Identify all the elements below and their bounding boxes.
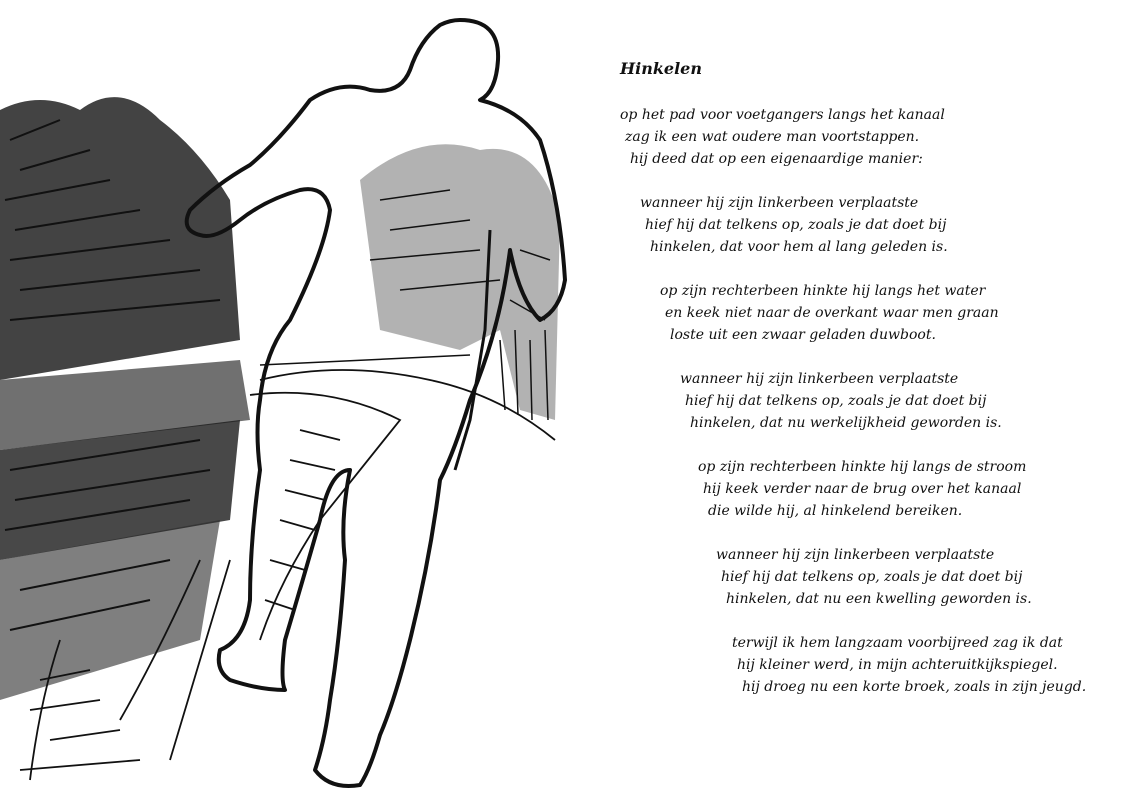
poem-line: hij kleiner werd, in mijn achteruitkijkspiegel.: [737, 657, 1058, 673]
stanza-3: [620, 280, 1120, 346]
poem-line: wanneer hij zijn linkerbeen verplaatste: [640, 195, 919, 211]
poem-line: hinkelen, dat voor hem al lang geleden is.: [650, 239, 948, 255]
poem-line: hief hij dat telkens op, zoals je dat doet bij: [721, 569, 1023, 585]
poem-line: wanneer hij zijn linkerbeen verplaatste: [680, 371, 959, 387]
poem-line: en keek niet naar de overkant waar men graan: [665, 305, 999, 321]
stanza-1: [620, 104, 1120, 170]
poem-line: loste uit een zwaar geladen duwboot.: [670, 327, 936, 343]
poem-line: hief hij dat telkens op, zoals je dat doet bij: [685, 393, 987, 409]
stanza-4: [620, 368, 1120, 434]
stanza-7: [620, 632, 1120, 698]
poem-line: op zijn rechterbeen hinkte hij langs het water: [660, 283, 986, 299]
poem-line: hinkelen, dat nu een kwelling geworden is.: [726, 591, 1032, 607]
poem-line: hinkelen, dat nu werkelijkheid geworden is.: [690, 415, 1002, 431]
poem: [620, 58, 1120, 720]
poem-line: op zijn rechterbeen hinkte hij langs de stroom: [698, 459, 1027, 475]
horizon-line: [260, 355, 470, 365]
stanza-6: [620, 544, 1120, 610]
poem-line: die wilde hij, al hinkelend bereiken.: [708, 503, 963, 519]
stanza-2: [620, 192, 1120, 258]
poem-line: op het pad voor voetgangers langs het kanaal: [620, 107, 945, 123]
poem-line: hief hij dat telkens op, zoals je dat doet bij: [645, 217, 947, 233]
poem-line: zag ik een wat oudere man voortstappen.: [625, 129, 920, 145]
poem-line: hij deed dat op een eigenaardige manier:: [630, 151, 923, 167]
poem-line: terwijl ik hem langzaam voorbijreed zag ik dat: [732, 635, 1063, 651]
poem-line: hij keek verder naar de brug over het kanaal: [703, 481, 1022, 497]
poem-line: wanneer hij zijn linkerbeen verplaatste: [716, 547, 995, 563]
poem-line: hij droeg nu een korte broek, zoals in zijn jeugd.: [742, 679, 1087, 695]
stanza-5: [620, 456, 1120, 522]
poem-title: Hinkelen: [620, 59, 702, 78]
background-trees-right: [360, 144, 560, 420]
